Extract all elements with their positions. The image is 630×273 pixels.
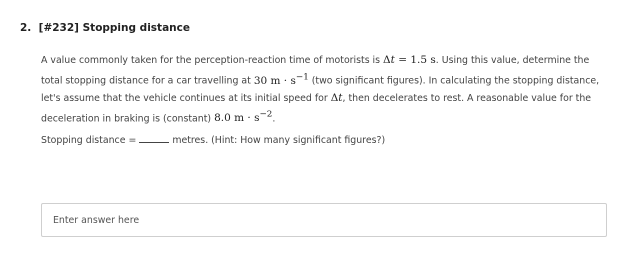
math-variable: t — [338, 91, 343, 104]
math-value: 30 m · s — [253, 74, 296, 87]
math-value: = 1.5 s — [394, 54, 436, 66]
answer-prompt — [41, 133, 385, 146]
math-deceleration — [214, 109, 273, 124]
math-exponent: −2 — [259, 109, 273, 120]
answer-input[interactable] — [42, 204, 606, 236]
math-variable: t — [390, 54, 395, 66]
math-delta-t — [331, 92, 343, 104]
answer-suffix: metres. (Hint: How many significant figures?) — [172, 135, 386, 146]
question-title: [#232] Stopping distance — [38, 22, 190, 34]
question-text-part: . — [272, 113, 276, 124]
answer-box — [41, 203, 607, 237]
question-text-part: A value commonly taken for the perception-reaction time of motorists is — [41, 55, 384, 66]
math-exponent: −1 — [295, 72, 309, 82]
question-text-part: . Using this value, determine the total stopping distance for a car travelling at — [41, 55, 590, 87]
question-text-part: , then decelerates to rest. A reasonable value for the deceleration in braking is (constant) — [41, 92, 592, 124]
math-reaction-time — [383, 54, 436, 66]
question-number: 2. — [20, 22, 32, 34]
math-delta-symbol: Δ — [330, 91, 339, 104]
question-text-part: (two significant figures). In calculating the stopping distance, let's assume that the vehicle continues at its initial speed for — [41, 75, 600, 104]
question-text — [41, 52, 601, 127]
math-delta-symbol: Δ — [383, 54, 391, 66]
math-initial-speed — [253, 72, 309, 87]
question-header — [20, 22, 190, 34]
answer-prefix: Stopping distance = — [41, 135, 137, 146]
math-value: 8.0 m · s — [214, 112, 260, 124]
answer-blank — [139, 133, 169, 143]
